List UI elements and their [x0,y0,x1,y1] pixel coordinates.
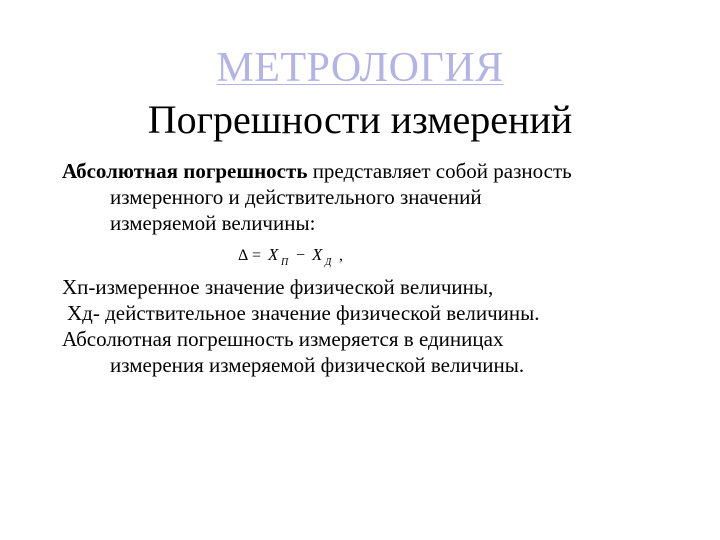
units-line1: Абсолютная погрешность измеряется в единицах [62,327,504,351]
xd-line: Хд- действительное значение физической величины. [67,301,540,325]
xp-line: Хп-измеренное значение физической величины, [62,275,494,299]
formula [62,236,682,274]
formula-x1: X [268,245,279,264]
formula-sub2: Д [325,257,332,268]
slide-header-title: МЕТРОЛОГИЯ [216,45,504,91]
definition-line1-rest: представляет собой разность [307,159,572,183]
definition-paragraph [62,158,682,184]
slide-body [62,158,682,378]
definition-line3: измеряемой величины: [110,211,316,235]
slide-subtitle: Погрешности измерений [147,97,573,142]
formula-sub1: П [281,257,289,268]
formula-delta: Δ [238,247,249,264]
definition-line2: измеренного и действительного значений [110,185,482,209]
units-line2: измерения измеряемой физической величины. [110,353,525,377]
formula-svg [238,238,368,272]
definition-term: Абсолютная погрешность [62,159,308,183]
formula-minus: − [296,247,306,264]
formula-comma: , [339,247,343,264]
formula-x2: X [312,245,323,264]
formula-equals: = [252,247,262,264]
